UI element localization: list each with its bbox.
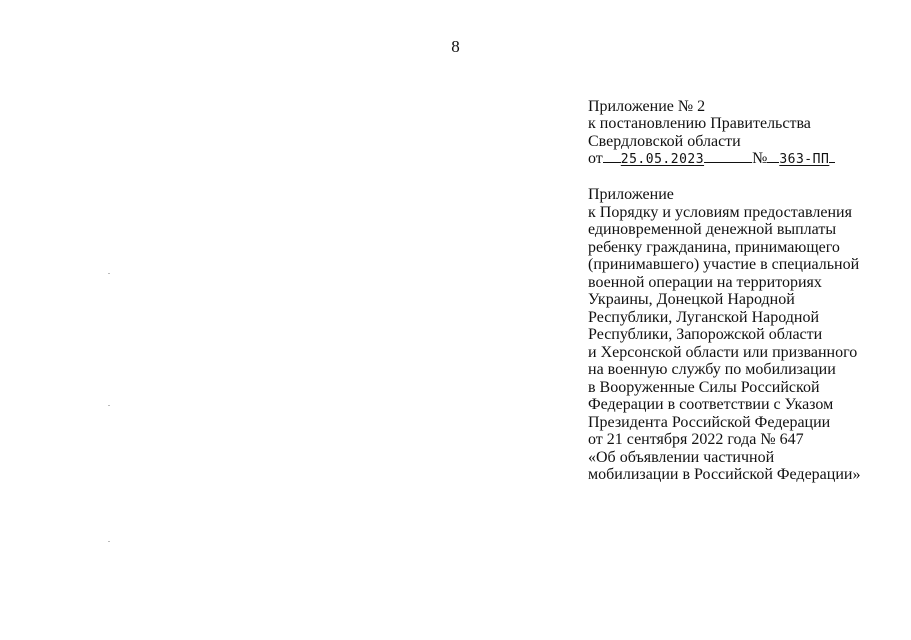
appendix-line: Федерации в соответствии с Указом [588,396,834,413]
region-name: Свердловской области [588,132,741,150]
blank-underline [704,161,752,163]
blank-underline [829,161,835,163]
appendix-line: Президента Российской Федерации [588,413,831,431]
resolution-date: 25.05.2023 [620,152,705,168]
number-label: № [752,150,768,168]
from-label: от [588,150,603,168]
appendix-line: в Вооруженные Силы Российской [588,378,820,396]
appendix-title: Приложение № 2 [588,98,706,115]
resolution-date-number [588,150,835,168]
appendix-description [588,186,860,484]
appendix-line: и Херсонской области или призванного [588,343,858,361]
appendix-line: Республики, Луганской Народной [588,308,820,326]
blank-underline [603,161,621,163]
scan-speck [108,405,110,406]
appendix-line: на военную службу по мобилизации [588,361,836,378]
appendix-line: (принимавшего) участие в специальной [588,256,860,273]
appendix-line: единовременной денежной выплаты [588,221,837,238]
appendix-line: Республики, Запорожской области [588,326,823,343]
appendix-line: ребенку гражданина, принимающего [588,238,840,256]
scan-speck [108,541,110,542]
appendix-line: от 21 сентября 2022 года № 647 [588,431,804,448]
appendix-line: Украины, Донецкой Народной [588,291,795,308]
appendix-line: «Об объявлении частичной [588,448,775,466]
appendix-line: военной операции на территориях [588,273,822,291]
scan-speck [108,273,110,274]
appendix-header [588,98,835,169]
appendix-line: мобилизации в Российской Федерации» [588,466,861,483]
appendix-line: Приложение [588,186,674,203]
blank-underline [767,161,779,163]
appendix-line: к Порядку и условиям предоставления [588,203,852,221]
resolution-reference: к постановлению Правительства [588,115,811,133]
resolution-number: 363-ПП [779,152,830,168]
page-number: 8 [451,37,460,56]
